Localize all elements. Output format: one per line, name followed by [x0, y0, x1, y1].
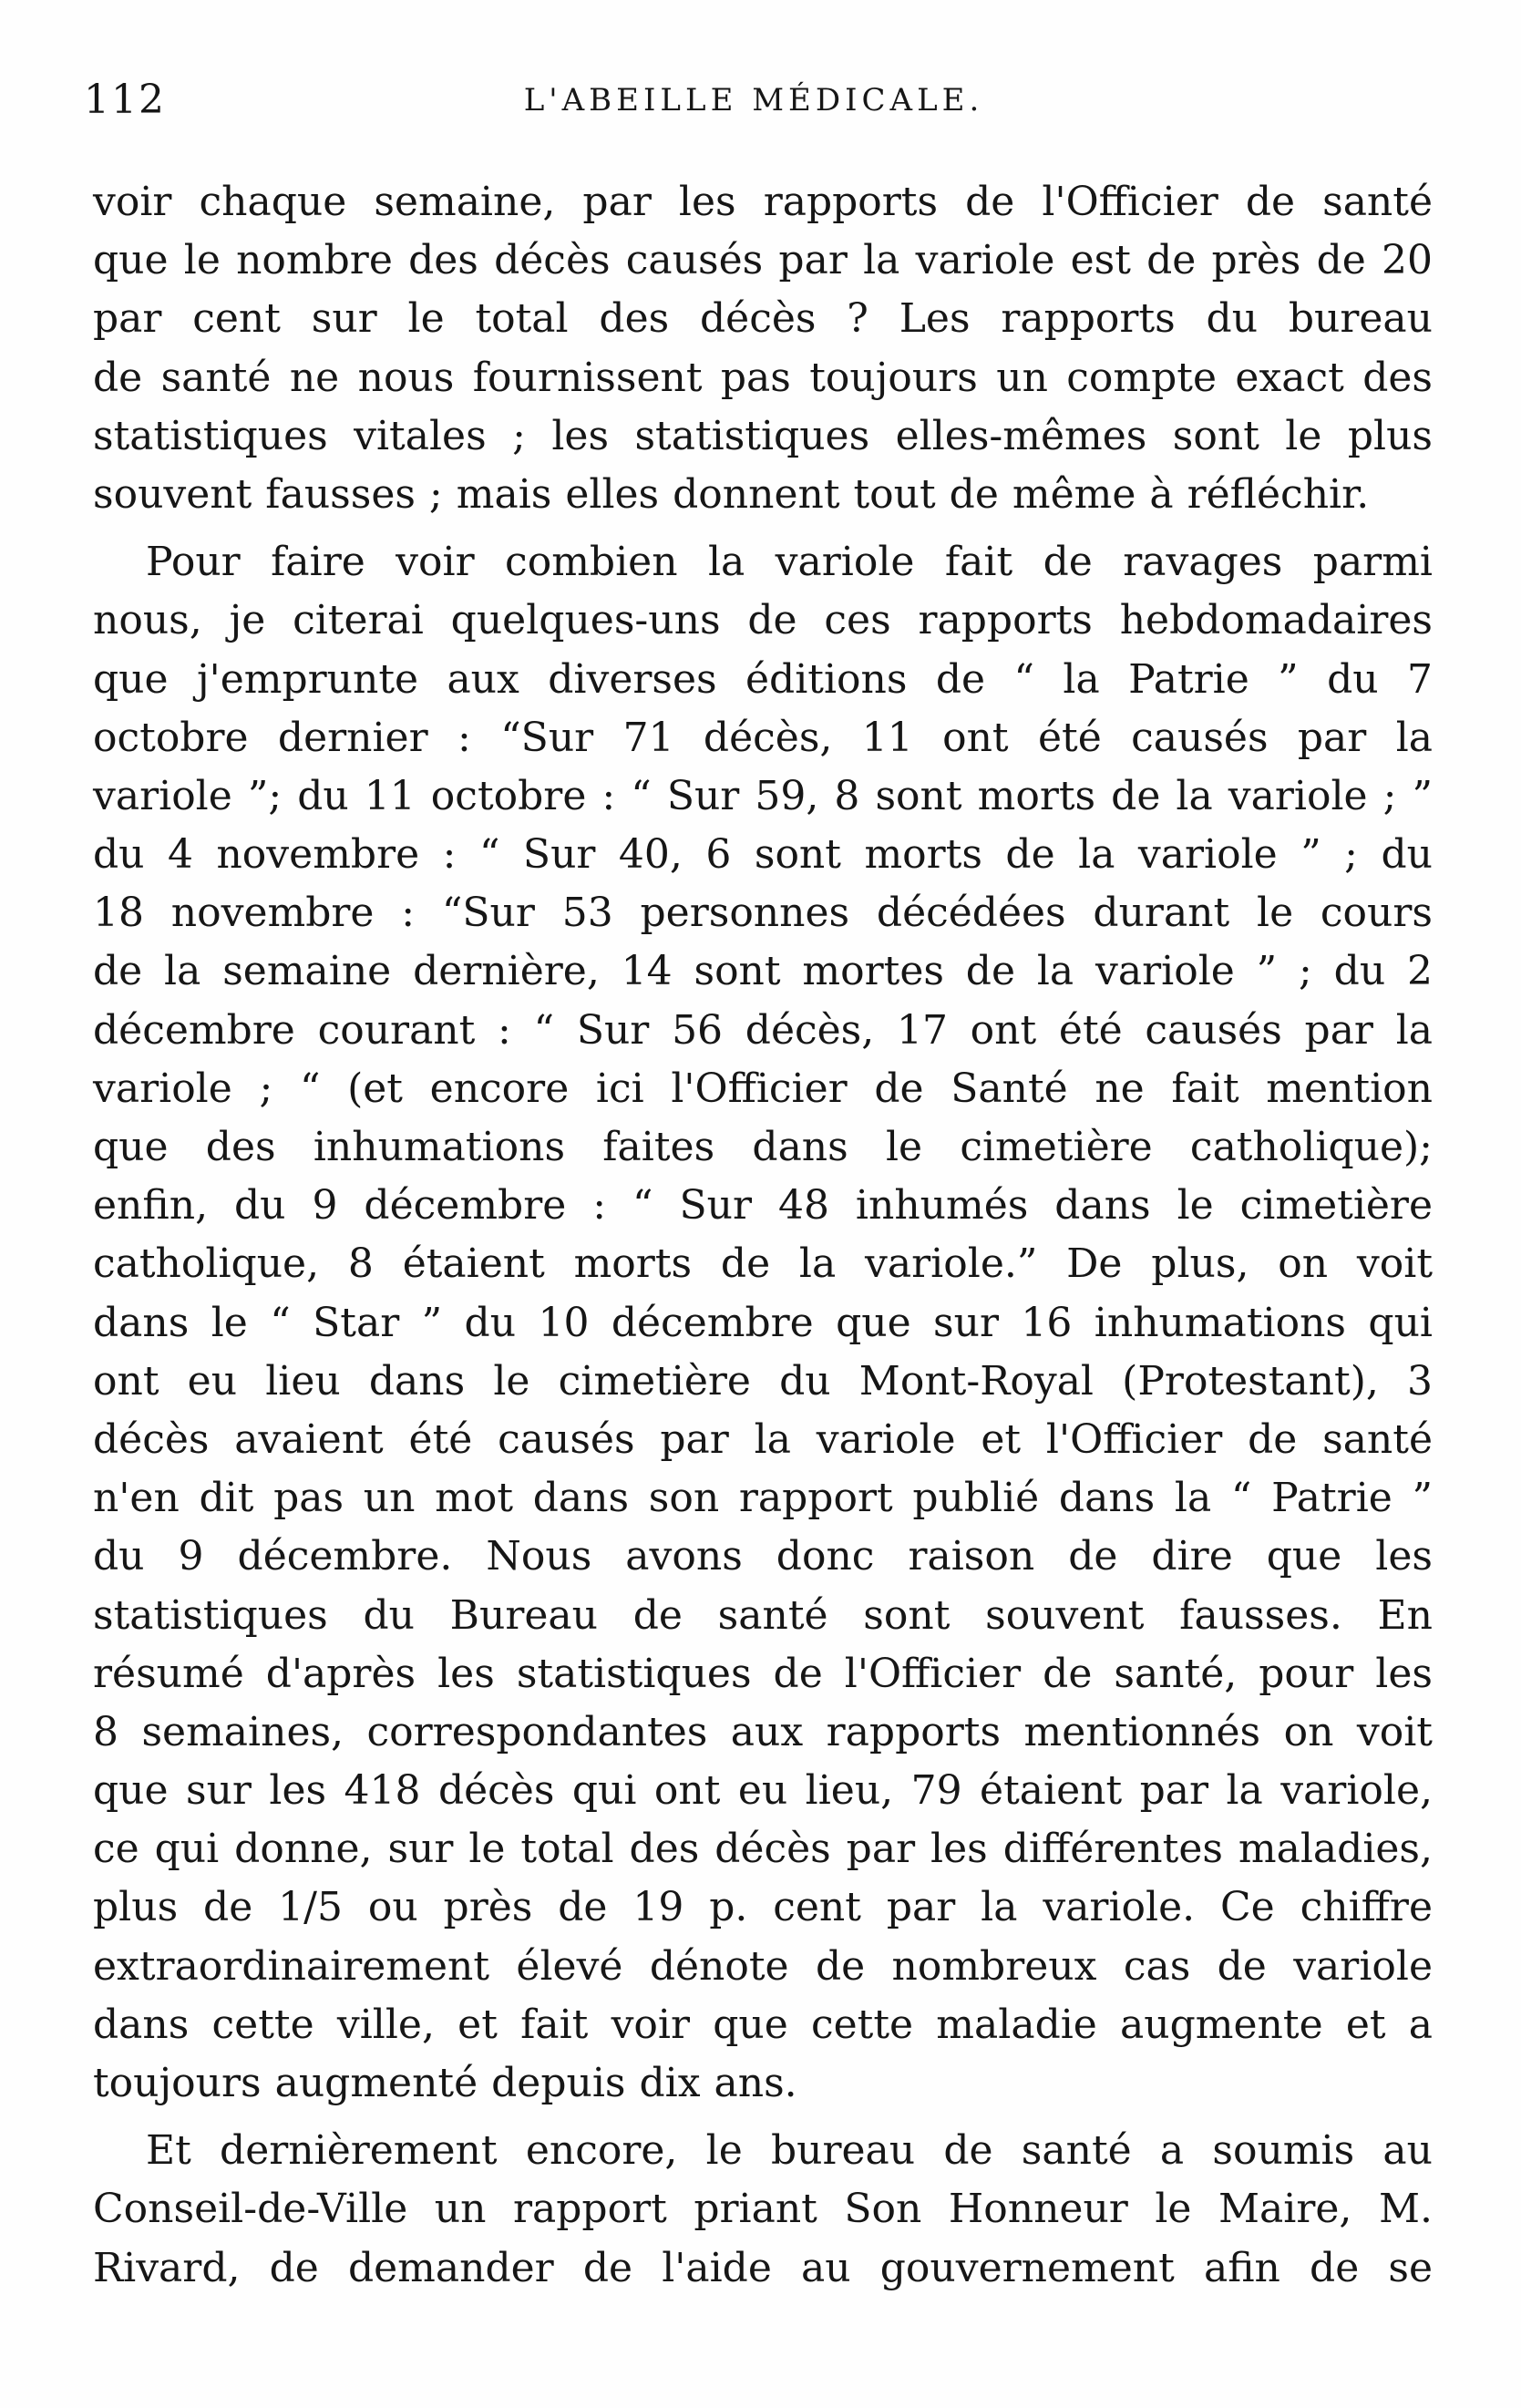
running-head: [84, 77, 1423, 131]
text-line: dans cette ville, et fait voir que cette maladie augmente et a: [93, 2001, 1433, 2048]
text-line: de santé ne nous fournissent pas toujours un compte exact des: [93, 354, 1433, 401]
text-line: toujours augmenté depuis dix ans.: [93, 2060, 797, 2106]
paragraph-bureau-de-sante: [93, 2122, 1433, 2298]
text-line: de la semaine dernière, 14 sont mortes de la variole ” ; du 2: [93, 948, 1433, 995]
text-line: Rivard, de demander de l'aide au gouvernement afin de se: [93, 2244, 1433, 2291]
text-line: Conseil-de-Ville un rapport priant Son Honneur le Maire, M.: [93, 2186, 1433, 2233]
text-line: nous, je citerai quelques-uns de ces rapports hebdomadaires: [93, 597, 1433, 644]
text-line: dans le “ Star ” du 10 décembre que sur 16 inhumations qui: [93, 1299, 1433, 1346]
body-text: [93, 173, 1433, 2298]
text-line: que le nombre des décès causés par la variole est de près de 20: [93, 237, 1433, 284]
text-line: statistiques vitales ; les statistiques elles-mêmes sont le plus: [93, 412, 1433, 459]
text-line: 8 semaines, correspondantes aux rapports mentionnés on voit: [93, 1708, 1433, 1755]
text-line: extraordinairement élevé dénote de nombreux cas de variole: [93, 1942, 1433, 1990]
text-line: souvent fausses ; mais elles donnent tout de même à réfléchir.: [93, 470, 1370, 518]
text-line: décès avaient été causés par la variole et l'Officier de santé: [93, 1415, 1433, 1463]
text-line: variole ”; du 11 octobre : “ Sur 59, 8 sont morts de la variole ; ”: [93, 772, 1433, 819]
paragraph-continuation: [93, 173, 1433, 524]
text-line: catholique, 8 étaient morts de la variole.” De plus, on voit: [93, 1240, 1433, 1288]
text-line: du 9 décembre. Nous avons donc raison de dire que les: [93, 1533, 1433, 1580]
text-line: plus de 1/5 ou près de 19 p. cent par la variole. Ce chiffre: [93, 1884, 1433, 1931]
text-line: n'en dit pas un mot dans son rapport publié dans la “ Patrie ”: [93, 1475, 1433, 1522]
page-number: 112: [84, 77, 166, 123]
text-line: Pour faire voir combien la variole fait de ravages parmi: [146, 539, 1433, 586]
text-line: que sur les 418 décès qui ont eu lieu, 79 étaient par la variole,: [93, 1767, 1433, 1815]
text-line: du 4 novembre : “ Sur 40, 6 sont morts de la variole ” ; du: [93, 831, 1433, 879]
text-line: variole ; “ (et encore ici l'Officier de Santé ne fait mention: [93, 1065, 1433, 1112]
text-line: que j'emprunte aux diverses éditions de “ la Patrie ” du 7: [93, 655, 1433, 703]
text-line: 18 novembre : “Sur 53 personnes décédées durant le cours: [93, 890, 1433, 937]
text-line: résumé d'après les statistiques de l'Officier de santé, pour les: [93, 1650, 1433, 1697]
text-line: décembre courant : “ Sur 56 décès, 17 ont été causés par la: [93, 1006, 1433, 1054]
text-line: ce qui donne, sur le total des décès par les différentes maladies,: [93, 1826, 1433, 1873]
text-line: ont eu lieu dans le cimetière du Mont-Royal (Protestant), 3: [93, 1357, 1433, 1405]
text-line: voir chaque semaine, par les rapports de l'Officier de santé: [93, 179, 1433, 225]
text-line: enfin, du 9 décembre : “ Sur 48 inhumés dans le cimetière: [93, 1182, 1433, 1230]
text-line: Et dernièrement encore, le bureau de santé a soumis au: [146, 2127, 1433, 2175]
text-line: octobre dernier : “Sur 71 décès, 11 ont été causés par la: [93, 714, 1433, 761]
paragraph-variole-reports: [93, 533, 1433, 2113]
text-line: que des inhumations faites dans le cimetière catholique);: [93, 1124, 1433, 1170]
text-line: par cent sur le total des décès ? Les rapports du bureau: [93, 295, 1433, 343]
text-line: statistiques du Bureau de santé sont souvent fausses. En: [93, 1591, 1433, 1639]
journal-title: L'ABEILLE MÉDICALE.: [523, 82, 984, 118]
